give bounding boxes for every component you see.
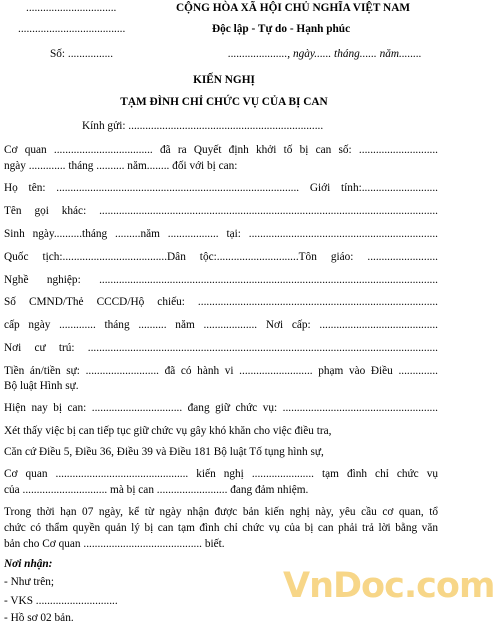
document-number: Số: ................ <box>50 48 114 60</box>
body-line: Xét thấy việc bị can tiếp tục giữ chức vụ gây khó khăn cho việc điều tra, <box>4 425 332 437</box>
national-title: CỘNG HÒA XÃ HỘI CHỦ NGHĨA VIỆT NAM <box>176 2 411 14</box>
motto: Độc lập - Tự do - Hạnh phúc <box>212 23 351 35</box>
body-line: Trong thời hạn 07 ngày, kể từ ngày nhận được bản kiến nghị này, yêu cầu cơ quan, tổ <box>4 506 438 518</box>
recipient-item: - Như trên; <box>4 576 55 588</box>
body-line: Cơ quan ............................................... kiến nghị ...................... tạm đình chỉ chức vụ <box>4 468 438 480</box>
document-subtitle: TẠM ĐÌNH CHỈ CHỨC VỤ CỦA BỊ CAN <box>120 96 328 108</box>
body-line: Bộ luật Hình sự. <box>4 380 79 392</box>
body-line: Căn cứ Điều 5, Điều 36, Điều 39 và Điều 181 Bộ luật Tố tụng hình sự, <box>4 446 324 458</box>
header-left-line-1: ................................ <box>26 2 117 14</box>
recipients-heading: Nơi nhận: <box>4 558 53 570</box>
body-line: bản cho Cơ quan .......................................... biết. <box>4 538 225 550</box>
body-line: cấp ngày ............. tháng .......... năm ................... Nơi cấp: .......................................... <box>4 319 438 331</box>
vndoc-watermark <box>283 566 494 606</box>
body-line: Nơi cư trú: ............................................................................................................................ <box>4 342 438 354</box>
body-line: Cơ quan ................................... đã ra Quyết định khởi tố bị can số: ............................ <box>4 144 438 156</box>
body-line: Số CMND/Thẻ CCCD/Hộ chiếu: ..................................................................................... <box>4 296 438 308</box>
body-line: Tiền án/tiền sự: .......................... đã có hành vi .......................... phạm vào Điều .............. <box>4 365 438 377</box>
body-line: ngày ............. tháng .......... năm........ đối với bị can: <box>4 160 238 172</box>
document-title: KIẾN NGHỊ <box>193 74 255 86</box>
recipient-line: Kính gửi: ..................................................................... <box>82 120 324 132</box>
recipient-item: - Hồ sơ 02 bản. <box>4 612 74 624</box>
body-line: Tên gọi khác: ........................................................................................................................ <box>4 205 438 217</box>
body-line: Quốc tịch:.....................................Dân tộc:.............................Tôn giáo: ......................... <box>4 251 438 263</box>
watermark-brand: VnDoc <box>283 566 404 606</box>
body-line: chức có thẩm quyền quản lý bị can tạm đình chỉ chức vụ của bị can phải trả lời bằng văn <box>4 522 438 534</box>
recipient-item: - VKS ............................. <box>4 595 118 607</box>
body-line: Sinh ngày..........tháng .........năm .................. tại: ................................................................... <box>4 228 438 240</box>
body-line: Hiện nay bị can: ................................ đang giữ chức vụ: ....................................................... <box>4 402 438 414</box>
watermark-suffix: .com <box>403 566 494 606</box>
date-line: ....................., ngày...... tháng...... năm........ <box>228 48 422 60</box>
body-line: Họ tên: ...................................................................................... Giới tính:........................... <box>4 182 438 194</box>
header-left-line-2: ...................................... <box>18 23 126 35</box>
body-line: Nghề nghiệp: ........................................................................................................................ <box>4 274 438 286</box>
body-line: của .............................. mà bị can ......................... đang đảm nhiệm. <box>4 484 309 496</box>
